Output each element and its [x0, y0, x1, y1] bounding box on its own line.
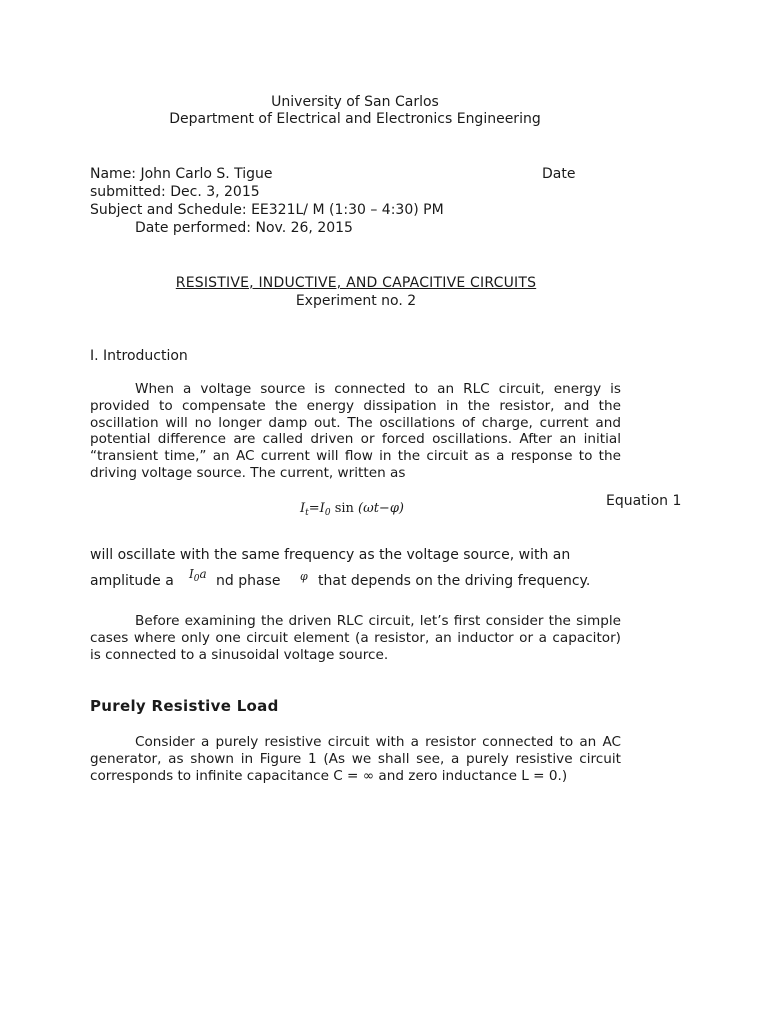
- name-line: Name: John Carlo S. Tigue: [90, 166, 273, 182]
- experiment-number: Experiment no. 2: [295, 293, 417, 309]
- phase-text: nd phase: [216, 573, 281, 589]
- amplitude-symbol-subscript: 0: [193, 574, 200, 584]
- department-name: Department of Electrical and Electronics Engineering: [169, 111, 541, 127]
- experiment-title: RESISTIVE, INDUCTIVE, AND CAPACITIVE CIRCUITS: [175, 275, 537, 291]
- eq-rhs-subscript: 0: [324, 508, 331, 518]
- subject-line: Subject and Schedule: EE321L/ M (1:30 – 4:30) PM: [90, 202, 444, 218]
- intro-paragraph-2: Before examining the driven RLC circuit, let’s first consider the simple cases where only one circuit element (a resistor, an inductor or a capacitor) is connected to a sinusoidal voltage source.: [90, 613, 621, 663]
- amplitude-symbol-i: I: [189, 567, 194, 581]
- amplitude-symbol: [189, 566, 207, 583]
- performed-line: Date performed: Nov. 26, 2015: [135, 220, 353, 236]
- intro-paragraph-1: When a voltage source is connected to an RLC circuit, energy is provided to compensate the energy dissipation in the resistor, and the oscillation will no longer damp out. The oscillations of charge, current and potential difference are called driven or forced oscillations. After an initial “transient time,” an AC current will flow in the circuit as a response to the driving voltage source. The current, written as: [90, 381, 621, 481]
- eq-argument: (ωt−φ): [358, 501, 404, 516]
- eq-sin: sin: [334, 501, 354, 516]
- resistive-paragraph: Consider a purely resistive circuit with a resistor connected to an AC generator, as shown in Figure 1 (As we shall see, a purely resistive circuit corresponds to infinite capacitance C = ∞ and zero inductance L = 0.): [90, 734, 621, 784]
- introduction-heading: I. Introduction: [90, 348, 188, 364]
- university-name: University of San Carlos: [271, 94, 439, 110]
- submitted-line: submitted: Dec. 3, 2015: [90, 184, 260, 200]
- phase-tail: that depends on the driving frequency.: [318, 573, 591, 589]
- resistive-heading: Purely Resistive Load: [90, 697, 279, 715]
- amplitude-line: [90, 573, 174, 590]
- eq-lhs-subscript: t: [305, 508, 309, 518]
- eq-lhs-symbol: I: [300, 501, 306, 516]
- date-label: Date: [542, 166, 576, 182]
- amplitude-symbol-a: a: [199, 567, 207, 581]
- line-after-equation: will oscillate with the same frequency as the voltage source, with an: [90, 547, 571, 563]
- eq-rhs-symbol: I: [319, 501, 325, 516]
- eq-equals: =: [308, 501, 320, 516]
- equation-1: [300, 500, 404, 517]
- amplitude-word: amplitude a: [90, 573, 174, 589]
- phase-symbol: φ: [300, 570, 308, 583]
- equation-label: Equation 1: [606, 493, 682, 509]
